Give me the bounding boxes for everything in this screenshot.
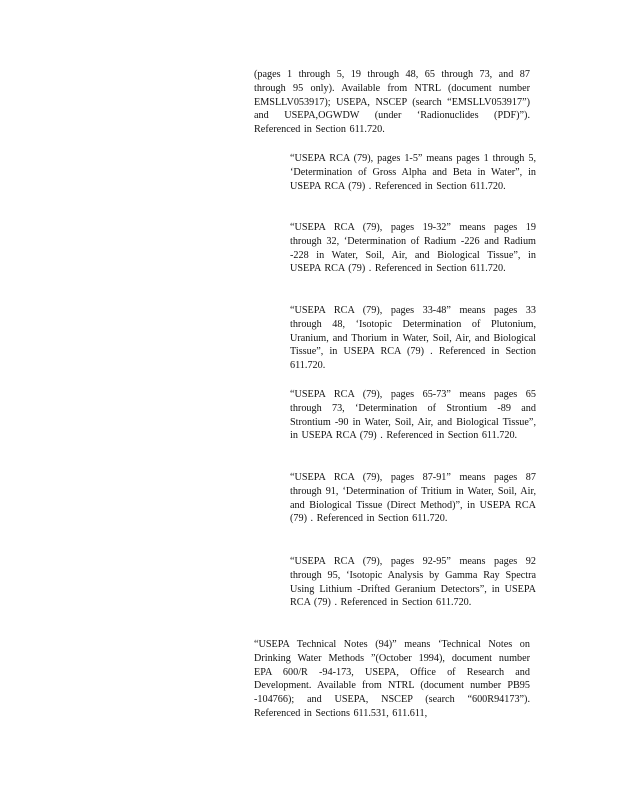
definition-rca-pages-92-95: “USEPA RCA (79), pages 92-95” means pages 92 through 95, ‘Isotopic Analysis by Gamma Ray Spectra Using Lithium -Drifted Geranium Detectors”, in USEPA RCA (79) . Referenced in Section 611.720. xyxy=(290,556,536,609)
definition-rca-pages-87-91: “USEPA RCA (79), pages 87-91” means pages 87 through 91, ‘Determination of Tritium in Water, Soil, Air, and Biological Tissue (Direct Method)”, in USEPA RCA (79) . Referenced in Section 611.720. xyxy=(290,472,536,525)
definition-technical-notes-94: “USEPA Technical Notes (94)” means ‘Technical Notes on Drinking Water Methods ”(October 1994), document number EPA 600/R -94-173, USEPA, Office of Research and Development. Available from NTRL (document number PB95 -104766); and USEPA, NSCEP (search “600R94173”). Referenced in Sections 611.531, 611.611, xyxy=(254,639,530,719)
definition-rca-pages-65-73: “USEPA RCA (79), pages 65-73” means pages 65 through 73, ‘Determination of Strontium -89 and Strontium -90 in Water, Soil, Air, and Biological Tissue”, in USEPA RCA (79) . Referenced in Section 611.720. xyxy=(290,389,536,442)
definition-rca-pages-19-32: “USEPA RCA (79), pages 19-32” means pages 19 through 32, ‘Determination of Radium -226 and Radium -228 in Water, Soil, Air, and Biological Tissue”, in USEPA RCA (79) . Referenced in Section 611.720. xyxy=(290,222,536,275)
continuation-paragraph: (pages 1 through 5, 19 through 48, 65 through 73, and 87 through 95 only). Available from NTRL (document number EMSLLV053917); USEPA, NSCEP (search “EMSLLV053917”) and USEPA,OGWDW (under ‘Radionuclides (PDF)”). Referenced in Section 611.720. xyxy=(254,69,530,136)
definition-rca-pages-1-5: “USEPA RCA (79), pages 1-5” means pages 1 through 5, ‘Determination of Gross Alpha and Beta in Water”, in USEPA RCA (79) . Referenced in Section 611.720. xyxy=(290,153,536,192)
definition-rca-pages-33-48: “USEPA RCA (79), pages 33-48” means pages 33 through 48, ‘Isotopic Determination of Plutonium, Uranium, and Thorium in Water, Soil, Air, and Biological Tissue”, in USEPA RCA (79) . Referenced in Section 611.720. xyxy=(290,305,536,372)
